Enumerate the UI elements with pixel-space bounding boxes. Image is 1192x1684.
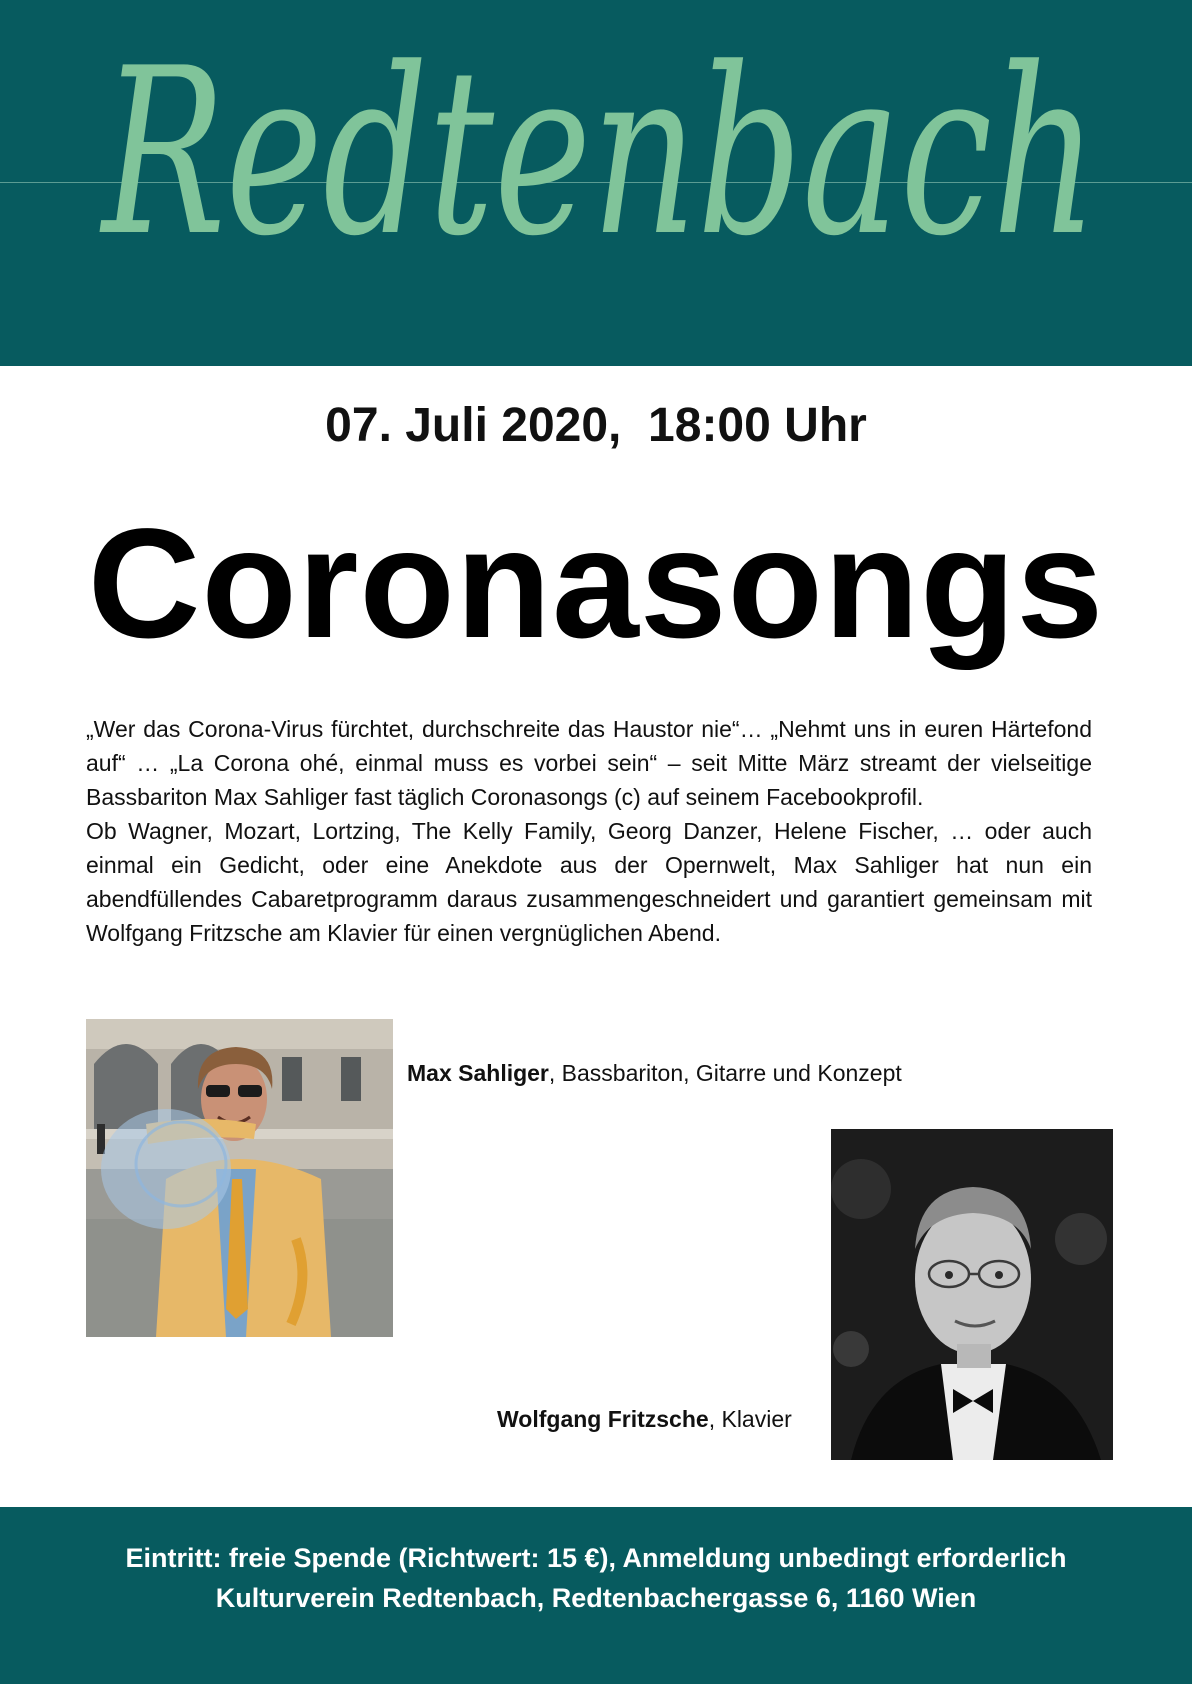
description-paragraph: „Wer das Corona-Virus fürchtet, durchschreite das Haustor nie“… „Nehmt uns in euren Härtefond auf“ … „La Corona ohé, einmal muss es vorbei sein“ – seit Mitte März streamt der vielseitige Bassbariton Max Sahliger fast täglich Coronasongs (c) auf seinem Facebookprofil.	[86, 716, 1092, 810]
admission-info: Eintritt: freie Spende (Richtwert: 15 €), Anmeldung unbedingt erforderlich	[125, 1543, 1067, 1573]
performer-credit	[497, 1406, 792, 1433]
performer-name: Wolfgang Fritzsche	[497, 1406, 709, 1432]
performer-credit	[407, 1060, 902, 1087]
event-date-time: 07. Juli 2020, 18:00 Uhr	[325, 399, 867, 452]
logo	[0, 0, 1192, 366]
venue-address: Kulturverein Redtenbach, Redtenbachergasse 6, 1160 Wien	[215, 1583, 977, 1613]
wolfgang-fritzsche-photo	[831, 1129, 1113, 1460]
performer-role: , Bassbariton, Gitarre und Konzept	[548, 1060, 902, 1086]
header-banner	[0, 0, 1192, 366]
logo-text: Redtenbach	[99, 20, 1098, 287]
description-paragraph: Ob Wagner, Mozart, Lortzing, The Kelly Family, Georg Danzer, Helene Fischer, … oder auch einmal ein Gedicht, oder eine Anekdote aus der Opernwelt, Max Sahliger hat nun ein abendfüllendes Cabaretprogramm daraus zusammengeschneidert und garantiert gemeinsam mit Wolfgang Fritzsche am Klavier für einen vergnüglichen Abend.	[86, 818, 1092, 946]
event-description	[86, 712, 1092, 950]
performer-name: Max Sahliger	[407, 1060, 549, 1086]
event-title: Coronasongs	[87, 497, 1105, 671]
footer-banner	[0, 1507, 1192, 1684]
performer-role: , Klavier	[708, 1406, 792, 1432]
max-sahliger-photo	[86, 1019, 393, 1337]
